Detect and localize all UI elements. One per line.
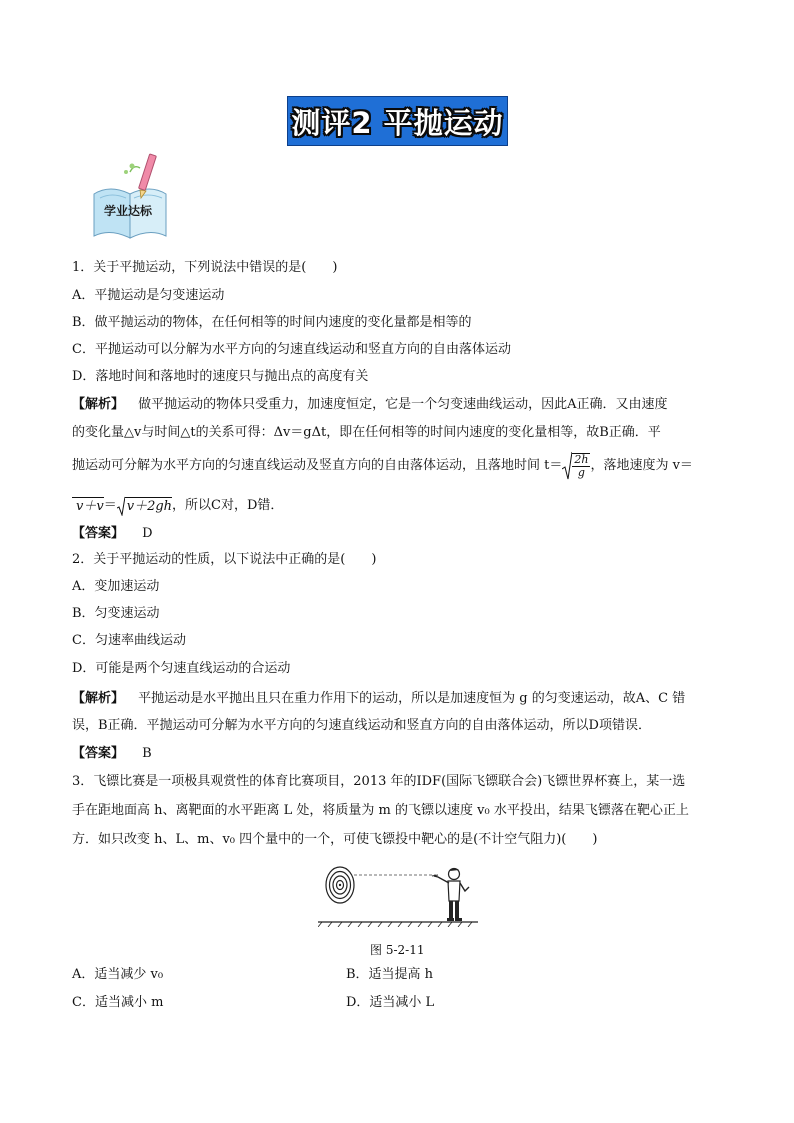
q1-analysis-line-3 <box>72 452 693 480</box>
q1-analysis-text-4d: ，所以C对，D错． <box>172 498 284 513</box>
q1-analysis-text-3b: ，落地速度为 v＝ <box>590 458 693 473</box>
q3-option-c: C．适当减小 m <box>72 995 164 1010</box>
q2-answer-tag: 【答案】 <box>72 746 125 761</box>
q2-analysis-text-1: 平抛运动是水平抛出且只在重力作用下的运动，所以是加速度恒为 g 的匀变速运动，故A、C 错 <box>138 691 686 706</box>
dartboard-thrower-illustration <box>318 865 478 927</box>
q2-stem: 2．关于平抛运动的性质，以下说法中正确的是( ) <box>72 552 377 567</box>
q1-analysis-line-2: 的变化量△v与时间△t的关系可得：Δv＝gΔt，即在任何相等的时间内速度的变化量相等，故B正确．平 <box>72 425 661 440</box>
dart-figure <box>318 865 478 927</box>
title-banner <box>287 96 508 146</box>
frac-numerator: 2h <box>574 453 589 466</box>
q1-analysis-text-3a: 抛运动可分解为水平方向的匀速直线运动及竖直方向的自由落体运动，且落地时间 t＝ <box>72 458 563 473</box>
q2-answer: B <box>142 746 152 761</box>
sqrt-sign-icon <box>117 496 125 516</box>
q1-option-b: B．做平抛运动的物体，在任何相等的时间内速度的变化量都是相等的 <box>72 315 472 330</box>
q1-option-c: C．平抛运动可以分解为水平方向的匀速直线运动和竖直方向的自由落体运动 <box>72 342 511 357</box>
q3-stem-line-3: 方．如只改变 h、L、m、v₀ 四个量中的一个，可使飞镖投中靶心的是(不计空气阻力)( ) <box>72 832 598 847</box>
q1-analysis-line-1 <box>72 396 668 414</box>
q1-analysis-line-4 <box>72 496 283 516</box>
q2-answer-line <box>72 745 152 763</box>
q2-analysis-line-2: 误，B正确．平抛运动可分解为水平方向的匀速直线运动和竖直方向的自由落体运动，所以D项错误． <box>72 718 651 733</box>
equals-sign: ＝ <box>103 498 117 513</box>
page-title: 测评2 平抛运动 <box>291 105 504 140</box>
time-formula <box>562 451 590 481</box>
q2-option-b: B．匀变速运动 <box>72 606 160 621</box>
sqrt-term-2 <box>125 497 172 516</box>
q3-option-a: A．适当减少 v₀ <box>72 967 164 982</box>
q2-analysis-tag: 【解析】 <box>72 691 125 706</box>
q2-option-c: C．匀速率曲线运动 <box>72 633 186 648</box>
ground-icon <box>318 922 478 927</box>
q1-answer-tag: 【答案】 <box>72 526 125 541</box>
frac-denominator: g <box>577 466 585 479</box>
study-badge <box>90 150 170 242</box>
figure-caption: 图 5-2-11 <box>370 943 425 957</box>
q2-option-a: A．变加速运动 <box>72 579 160 594</box>
thrower-icon <box>432 868 469 921</box>
q1-analysis-text-1: 做平抛运动的物体只受重力，加速度恒定，它是一个匀变速曲线运动，因此A正确．又由速度 <box>138 397 668 412</box>
sqrt-term-1 <box>72 497 104 516</box>
q1-answer: D <box>142 526 153 541</box>
badge-label: 学业达标 <box>104 204 153 218</box>
q3-option-d: D．适当减小 L <box>346 995 435 1010</box>
q1-stem: 1．关于平抛运动，下列说法中错误的是( ) <box>72 260 338 275</box>
sqrt-sign-icon <box>562 451 572 481</box>
q2-analysis-line-1 <box>72 690 685 708</box>
dartboard-icon <box>326 867 354 903</box>
q3-option-b: B．适当提高 h <box>346 967 434 982</box>
q1-answer-line <box>72 525 153 543</box>
q3-stem-line-2: 手在距地面高 h、离靶面的水平距离 L 处，将质量为 m 的飞镖以速度 v₀ 水平投出，结果飞镖落在靶心正上 <box>72 803 689 818</box>
q3-stem-line-1: 3．飞镖比赛是一项极具观赏性的体育比赛项目，2013 年的IDF(国际飞镖联合会)飞镖世界杯赛上，某一选 <box>72 774 686 789</box>
q1-analysis-tag: 【解析】 <box>72 397 125 412</box>
time-fraction <box>572 453 590 479</box>
q1-option-a: A．平抛运动是匀变速运动 <box>72 288 225 303</box>
q2-option-d: D．可能是两个匀速直线运动的合运动 <box>72 661 291 676</box>
sqrt-term-2-text: v＋2gh <box>126 498 173 514</box>
sqrt-term-1-text: v＋v <box>76 498 104 514</box>
book-pencil-icon <box>90 150 170 242</box>
q1-option-d: D．落地时间和落地时的速度只与抛出点的高度有关 <box>72 369 369 384</box>
